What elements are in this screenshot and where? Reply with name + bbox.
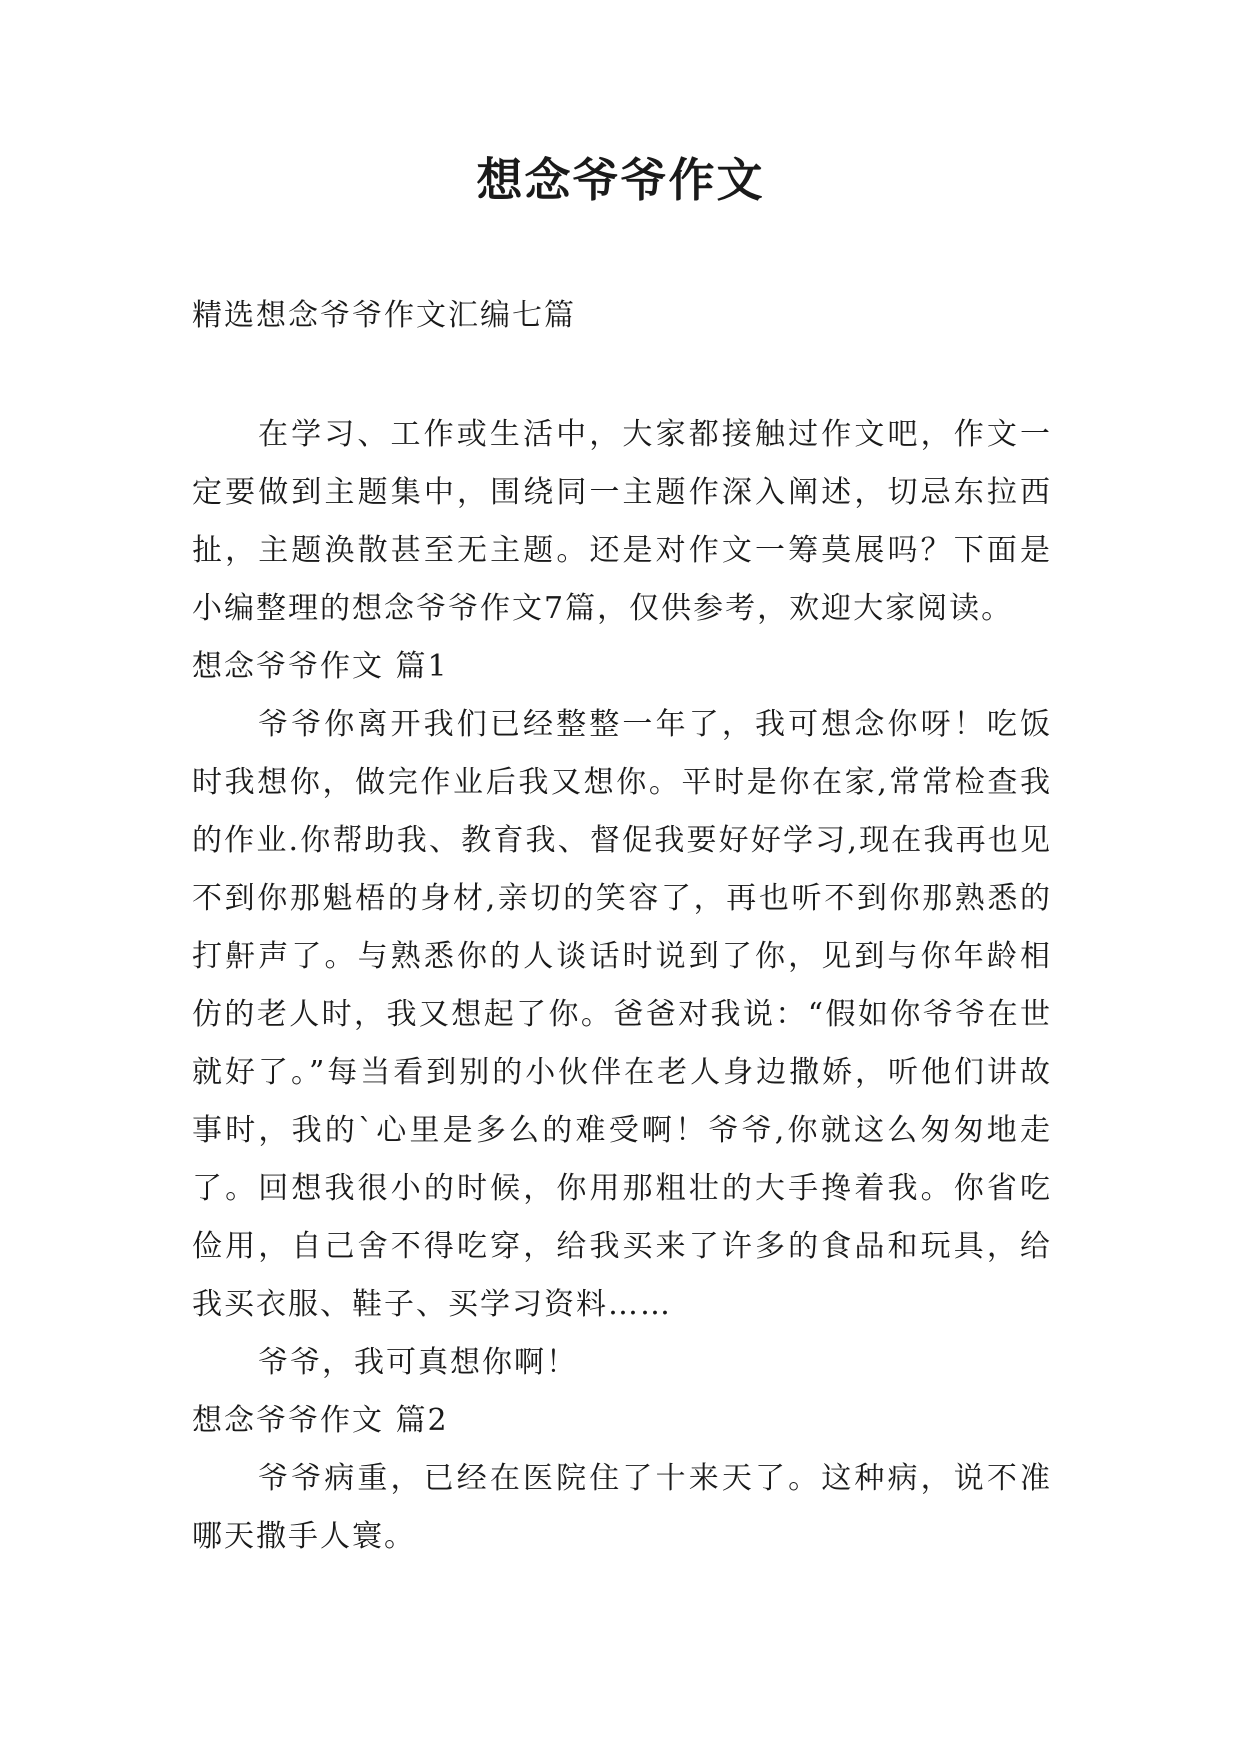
intro-paragraph: 在学习、工作或生活中，大家都接触过作文吧，作文一定要做到主题集中，围绕同一主题作深入阐述，切忌东拉西扯，主题涣散甚至无主题。还是对作文一筹莫展吗？下面是小编整理的想念爷爷作文7篇，仅供参考，欢迎大家阅读。 bbox=[192, 417, 1052, 626]
document-body bbox=[192, 406, 1052, 1566]
document-title: 想念爷爷作文 bbox=[476, 153, 765, 207]
essay-1-paragraph-1: 爷爷你离开我们已经整整一年了，我可想念你呀！吃饭时我想你，做完作业后我又想你。平时是你在家,常常检查我的作业.你帮助我、教育我、督促我要好好学习,现在我再也见不到你那魁梧的身材,亲切的笑容了，再也听不到你那熟悉的打鼾声了。与熟悉你的人谈话时说到了你，见到与你年龄相仿的老人时，我又想起了你。爸爸对我说：“假如你爷爷在世就好了。”每当看到别的小伙伴在老人身边撒娇，听他们讲故事时，我的`心里是多么的难受啊！爷爷,你就这么匆匆地走了。回想我很小的时候，你用那粗壮的大手搀着我。你省吃俭用，自己舍不得吃穿，给我买来了许多的食品和玩具，给我买衣服、鞋子、买学习资料…… bbox=[192, 707, 1052, 1322]
section-heading-1: 想念爷爷作文 篇1 bbox=[192, 649, 449, 684]
section-heading-2: 想念爷爷作文 篇2 bbox=[192, 1403, 449, 1438]
essay-1-paragraph-2: 爷爷，我可真想你啊！ bbox=[258, 1345, 578, 1380]
essay-2-paragraph-1: 爷爷病重，已经在医院住了十来天了。这种病，说不准哪天撒手人寰。 bbox=[192, 1461, 1052, 1554]
document-subtitle: 精选想念爷爷作文汇编七篇 bbox=[192, 298, 576, 333]
